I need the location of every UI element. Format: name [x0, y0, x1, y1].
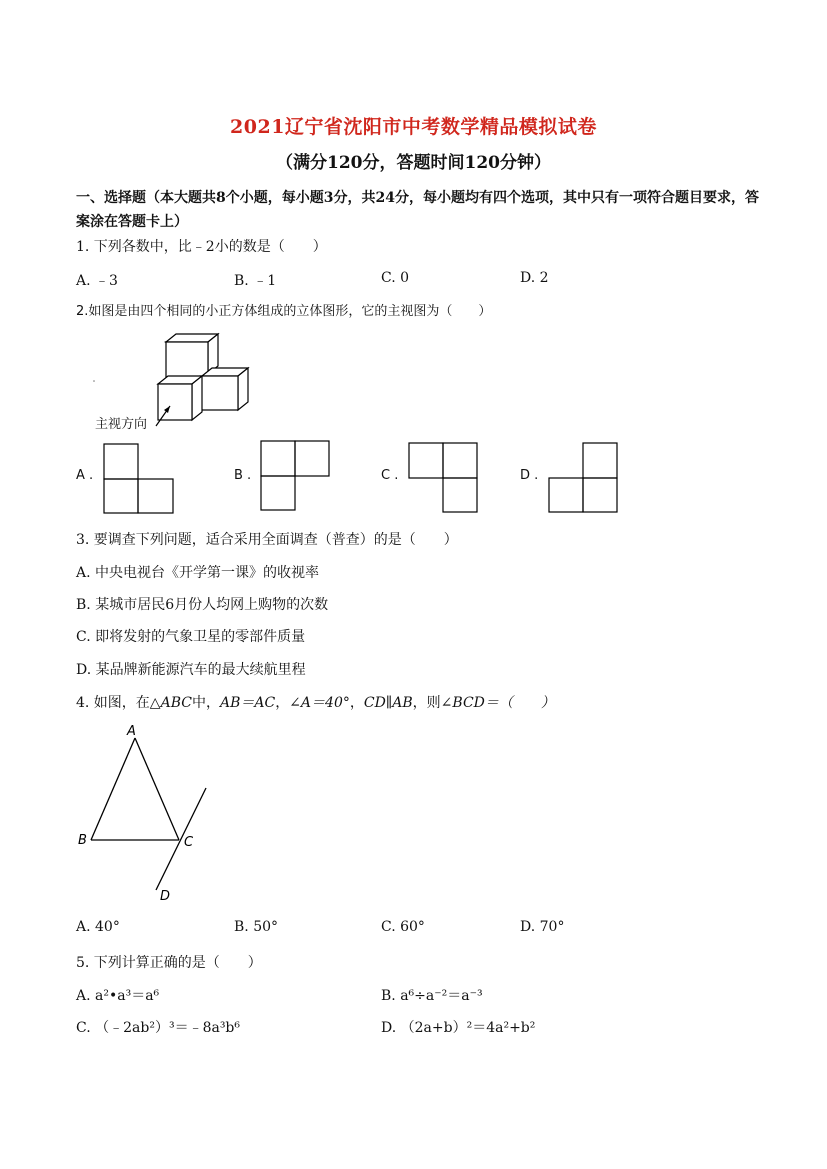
question-5-stem: 5. 下列计算正确的是（ ） — [76, 955, 262, 971]
option-label: C. — [76, 1020, 91, 1036]
question-3-option-c[interactable]: C. 即将发射的气象卫星的零部件质量 — [76, 629, 306, 645]
question-5-option-b[interactable] — [381, 985, 483, 1005]
triangle-figure — [74, 720, 224, 906]
option-d-view — [548, 442, 620, 514]
question-4-option-c[interactable]: C. 60° — [381, 919, 425, 935]
point-c-label: C — [184, 835, 194, 850]
question-3-option-d[interactable]: D. 某品牌新能源汽车的最大续航里程 — [76, 662, 306, 678]
question-2-stem: 2.如图是由四个相同的小正方体组成的立体图形，它的主视图为（ ） — [76, 304, 492, 319]
view-direction-label: 主视方向 — [95, 417, 148, 432]
option-b-view — [260, 440, 332, 512]
option-c-view — [408, 442, 480, 514]
question-2-option-b[interactable]: B . — [234, 468, 252, 483]
option-formula: a²•a³＝a⁶ — [95, 988, 160, 1004]
option-formula: （2a+b）²＝4a²+b² — [400, 1020, 536, 1036]
exam-subtitle: （满分120分，答题时间120分钟） — [276, 153, 551, 173]
cube-front-face — [158, 384, 192, 420]
point-d-label: D — [160, 889, 171, 904]
question-5-option-d[interactable] — [381, 1017, 535, 1037]
question-4-option-b[interactable]: B. 50° — [234, 919, 279, 935]
option-a-view — [103, 443, 175, 515]
option-label: D. — [381, 1020, 397, 1036]
question-1-option-c[interactable]: C. 0 — [381, 270, 410, 286]
question-3-stem: 3. 要调查下列问题，适合采用全面调查（普查）的是（ ） — [76, 532, 458, 548]
question-4-option-d[interactable]: D. 70° — [520, 919, 565, 935]
page-title: 2021辽宁省沈阳市中考数学精品模拟试卷 — [230, 116, 597, 138]
question-2-option-c[interactable]: C . — [381, 468, 399, 483]
point-a-label: A — [127, 724, 136, 739]
option-formula: a⁶÷a⁻²＝a⁻³ — [400, 988, 483, 1004]
question-3-option-b[interactable]: B. 某城市居民6月份人均网上购物的次数 — [76, 597, 329, 613]
point-b-label: B — [78, 833, 87, 848]
question-1-option-b[interactable]: B. ﹣1 — [234, 273, 277, 289]
question-5-option-c[interactable] — [76, 1017, 240, 1037]
section-heading: 一、选择题（本大题共8个小题，每小题3分，共24分，每小题均有四个选项，其中只有一项符合题目要求，答案涂在答题卡上） — [76, 190, 759, 230]
question-3-option-a[interactable]: A. 中央电视台《开学第一课》的收视率 — [76, 565, 320, 581]
question-2-option-d[interactable]: D . — [520, 468, 539, 483]
option-formula: （﹣2ab²）³＝﹣8a³b⁶ — [95, 1020, 241, 1036]
option-label: B. — [381, 988, 396, 1004]
segment-ab — [91, 738, 135, 840]
question-4-stem: 4. 如图，在△ABC中，AB＝AC，∠A＝40°，CD∥AB，则∠BCD＝（ ） — [76, 695, 555, 711]
cube-front-side — [192, 376, 202, 420]
segment-ac — [135, 738, 179, 840]
cube-right-front — [200, 376, 238, 410]
question-1-stem: 1. 下列各数中，比﹣2小的数是（ ） — [76, 239, 327, 255]
question-1-option-d[interactable]: D. 2 — [520, 270, 549, 286]
question-4-option-a[interactable]: A. 40° — [76, 919, 120, 935]
cube-right-side — [238, 368, 248, 410]
option-label: A. — [76, 988, 91, 1004]
question-5-option-a[interactable] — [76, 985, 159, 1005]
question-2-option-a[interactable]: A . — [76, 468, 94, 483]
question-1-option-a[interactable]: A. ﹣3 — [76, 273, 118, 289]
